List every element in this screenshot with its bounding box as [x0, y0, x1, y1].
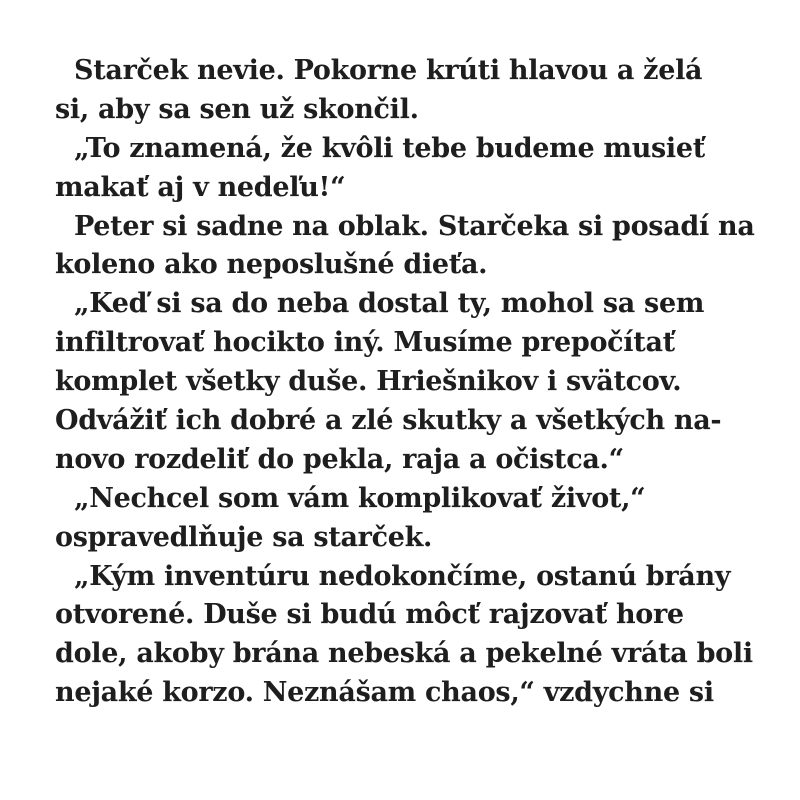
text-line: dole, akoby brána nebeská a pekelné vráta boli — [55, 638, 753, 670]
text-line: koleno ako neposlušné dieťa. — [55, 249, 488, 281]
text-line: „To znamená, že kvôli tebe budeme musieť — [74, 132, 705, 164]
body-text — [55, 52, 775, 713]
text-line: makať aj v nedeľu!“ — [55, 171, 346, 203]
text-line: „Kým inventúru nedokončíme, ostanú brány — [74, 560, 731, 592]
text-line: si, aby sa sen už skončil. — [55, 93, 419, 125]
text-line: Starček nevie. Pokorne krúti hlavou a želá — [74, 55, 703, 86]
text-line: Peter si sadne na oblak. Starčeka si posadí na — [74, 210, 755, 242]
text-line: ospravedlňuje sa starček. — [55, 521, 433, 553]
text-line: nejaké korzo. Neznášam chaos,“ vzdychne si — [55, 677, 714, 709]
text-line: Odvážiť ich dobré a zlé skutky a všetkých na- — [55, 405, 722, 437]
text-line: komplet všetky duše. Hriešnikov i svätcov. — [55, 366, 682, 398]
text-line: „Nechcel som vám komplikovať život,“ — [74, 482, 646, 514]
text-line: otvorené. Duše si budú môcť rajzovať hore — [55, 599, 684, 631]
text-line: novo rozdeliť do pekla, raja a očistca.“ — [55, 443, 624, 475]
text-line: „Keď si sa do neba dostal ty, mohol sa sem — [74, 288, 705, 320]
text-line: infiltrovať hocikto iný. Musíme prepočítať — [55, 327, 675, 359]
